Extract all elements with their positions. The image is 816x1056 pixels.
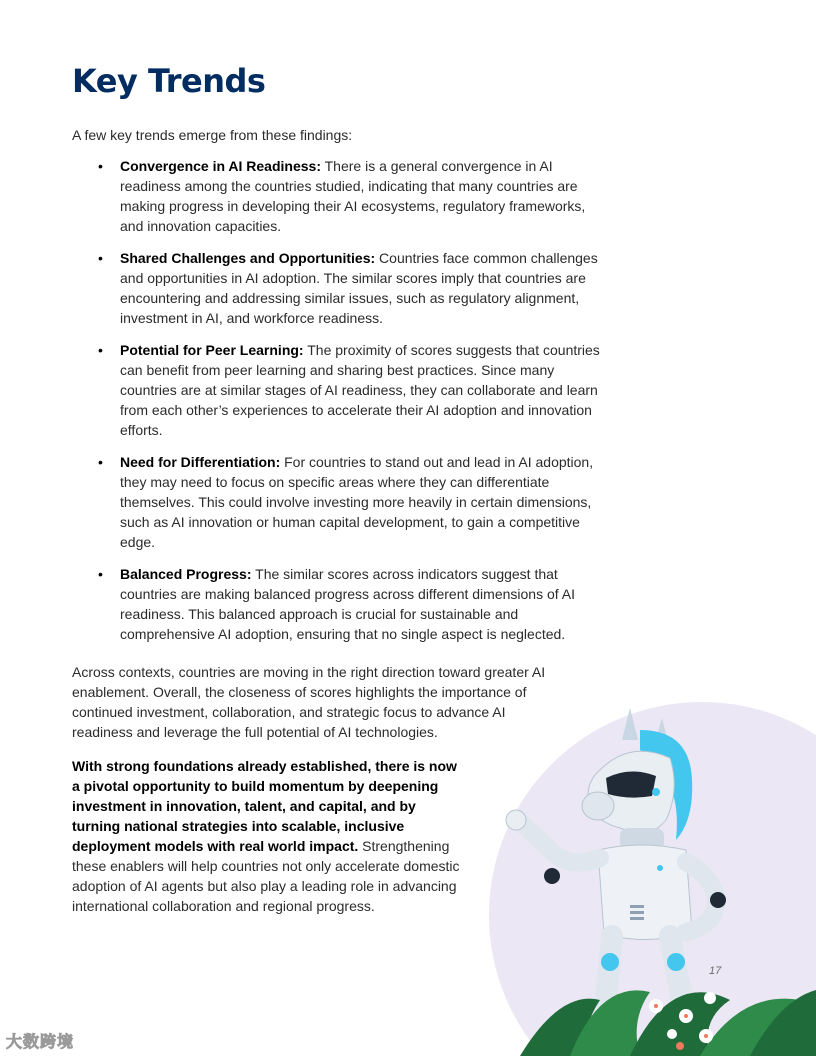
trend-text: The similar scores across indicators suggest that countries are making balanced progress across different dimensions of AI readiness. This balanced approach is crucial for sustainable and comprehensive AI adoption, ensuring that no single aspect is neglected. <box>120 566 575 642</box>
trend-term: Potential for Peer Learning: <box>120 342 304 358</box>
trend-text: The proximity of scores suggests that countries can benefit from peer learning and sharing best practices. Since many countries are at similar stages of AI readiness, they can collaborate and learn from each other’s experiences to accelerate their AI adoption and innovation efforts. <box>120 342 600 438</box>
trend-item <box>72 564 612 644</box>
trend-list <box>72 156 612 656</box>
closing-paragraph <box>72 756 467 916</box>
trend-text: There is a general convergence in AI readiness among the countries studied, indicating that many countries are making progress in developing their AI ecosystems, regulatory frameworks, and innovation capacities. <box>120 158 586 234</box>
summary-paragraph: Across contexts, countries are moving in the right direction toward greater AI enablement. Overall, the closeness of scores highlights the importance of continued investment, collaboration, and strategic focus to advance AI readiness and leverage the full potential of AI technologies. <box>72 664 546 740</box>
trend-term: Shared Challenges and Opportunities: <box>120 250 376 266</box>
trend-text: Countries face common challenges and opportunities in AI adoption. The similar scores imply that countries are encountering and addressing similar issues, such as regulatory alignment, investment in AI, and workforce readiness. <box>120 250 598 326</box>
trend-item <box>72 452 612 552</box>
trend-term: Balanced Progress: <box>120 566 252 582</box>
closing-text: Strengthening these enablers will help countries not only accelerate domestic adoption of AI agents but also play a leading role in advancing international collaboration and regional progress. <box>72 838 460 914</box>
trend-item <box>72 340 612 440</box>
mascot-illustration <box>480 700 816 1056</box>
watermark: 大数跨境 <box>6 1034 75 1051</box>
trend-term: Convergence in AI Readiness: <box>120 158 321 174</box>
intro-text: A few key trends emerge from these findings: <box>72 127 353 143</box>
page-number: 17 <box>709 965 722 977</box>
page-title: Key Trends <box>72 62 266 100</box>
closing-bold-text: With strong foundations already established, there is now a pivotal opportunity to build momentum by deepening investment in innovation, talent, and capital, and by turning national strategies into scalable, inclusive deployment models with real world impact. <box>72 758 457 854</box>
trend-text: For countries to stand out and lead in AI adoption, they may need to focus on specific areas where they can differentiate themselves. This could involve investing more heavily in certain dimensions, such as AI innovation or human capital development, to gain a competitive edge. <box>120 454 594 550</box>
trend-term: Need for Differentiation: <box>120 454 281 470</box>
trend-item <box>72 156 612 236</box>
trend-item <box>72 248 612 328</box>
